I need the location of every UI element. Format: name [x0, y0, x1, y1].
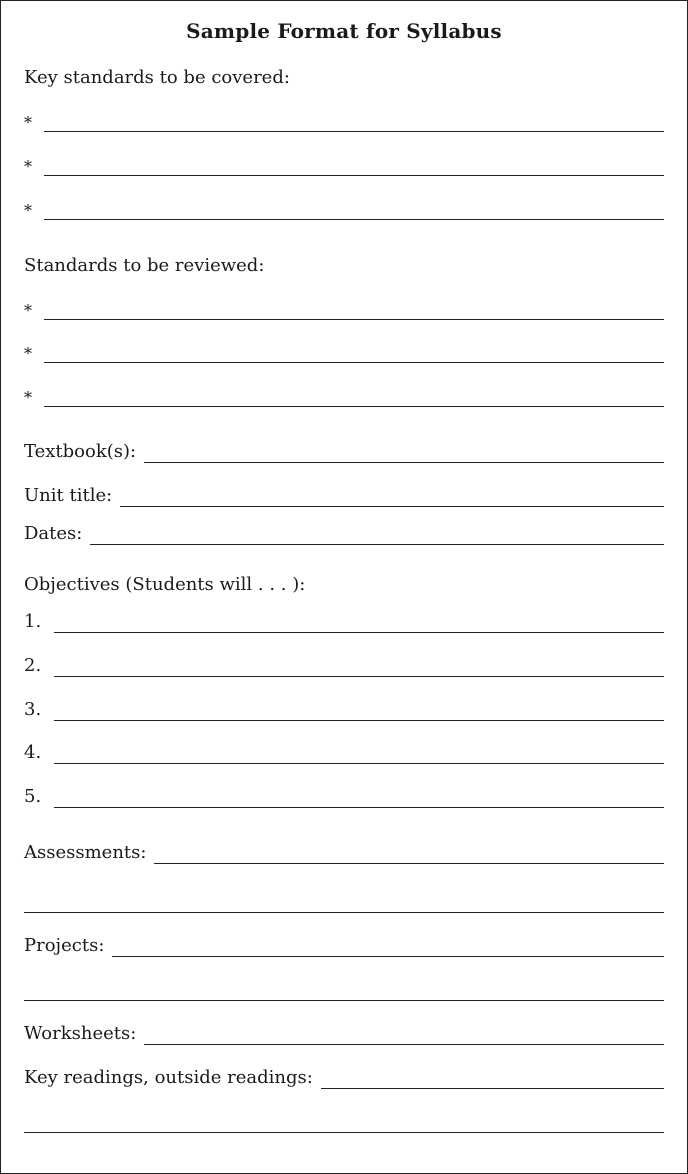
key-standard-blank-line-2[interactable]	[44, 174, 664, 176]
worksheets-label: Worksheets:	[24, 1023, 137, 1044]
projects-label: Projects:	[24, 935, 105, 956]
reviewed-standard-blank-line-1[interactable]	[44, 318, 664, 320]
unit-title-blank-line[interactable]	[120, 505, 664, 507]
projects-blank-line[interactable]	[112, 955, 664, 957]
reviewed-standards-heading: Standards to be reviewed:	[24, 255, 265, 276]
reviewed-standard-row-3	[24, 381, 664, 407]
readings-continuation-line[interactable]	[24, 1131, 664, 1133]
assessments-row	[24, 838, 664, 864]
form-title: Sample Format for Syllabus	[186, 19, 502, 43]
key-standard-row-2	[24, 150, 664, 176]
textbooks-row	[24, 437, 664, 463]
readings-blank-line[interactable]	[321, 1087, 664, 1089]
assessments-continuation-line[interactable]	[24, 911, 664, 913]
objective-number: 4.	[24, 742, 42, 763]
bullet-marker: *	[24, 201, 32, 220]
key-standard-blank-line-3[interactable]	[44, 218, 664, 220]
dates-blank-line[interactable]	[90, 543, 664, 545]
assessments-label: Assessments:	[24, 842, 147, 863]
reviewed-standard-blank-line-3[interactable]	[44, 405, 664, 407]
key-standards-heading: Key standards to be covered:	[24, 67, 290, 88]
bullet-marker: *	[24, 301, 32, 320]
key-standard-blank-line-1[interactable]	[44, 130, 664, 132]
unit-title-label: Unit title:	[24, 485, 113, 506]
objective-number: 2.	[24, 655, 42, 676]
projects-continuation-line[interactable]	[24, 999, 664, 1001]
objective-number: 5.	[24, 786, 42, 807]
readings-label: Key readings, outside readings:	[24, 1067, 313, 1088]
readings-row	[24, 1063, 664, 1089]
assessments-continuation-row	[24, 887, 664, 913]
objectives-heading: Objectives (Students will . . . ):	[24, 574, 306, 595]
reviewed-standard-blank-line-2[interactable]	[44, 361, 664, 363]
textbooks-label: Textbook(s):	[24, 441, 137, 462]
assessments-blank-line[interactable]	[154, 862, 664, 864]
objective-row-5	[24, 782, 664, 808]
objective-blank-line-3[interactable]	[54, 719, 664, 721]
dates-label: Dates:	[24, 523, 83, 544]
objective-blank-line-4[interactable]	[54, 762, 664, 764]
bullet-marker: *	[24, 388, 32, 407]
bullet-marker: *	[24, 157, 32, 176]
objective-row-1	[24, 607, 664, 633]
bullet-marker: *	[24, 113, 32, 132]
readings-continuation-row	[24, 1107, 664, 1133]
objective-number: 1.	[24, 611, 42, 632]
objective-blank-line-2[interactable]	[54, 675, 664, 677]
reviewed-standard-row-2	[24, 337, 664, 363]
objective-blank-line-5[interactable]	[54, 806, 664, 808]
reviewed-standard-row-1	[24, 294, 664, 320]
objective-number: 3.	[24, 699, 42, 720]
textbooks-blank-line[interactable]	[144, 461, 664, 463]
key-standard-row-1	[24, 106, 664, 132]
objective-blank-line-1[interactable]	[54, 631, 664, 633]
objective-row-2	[24, 651, 664, 677]
worksheets-blank-line[interactable]	[144, 1043, 664, 1045]
projects-row	[24, 931, 664, 957]
projects-continuation-row	[24, 975, 664, 1001]
objective-row-4	[24, 738, 664, 764]
unit-title-row	[24, 481, 664, 507]
dates-row	[24, 519, 664, 545]
worksheets-row	[24, 1019, 664, 1045]
bullet-marker: *	[24, 344, 32, 363]
objective-row-3	[24, 695, 664, 721]
key-standard-row-3	[24, 194, 664, 220]
